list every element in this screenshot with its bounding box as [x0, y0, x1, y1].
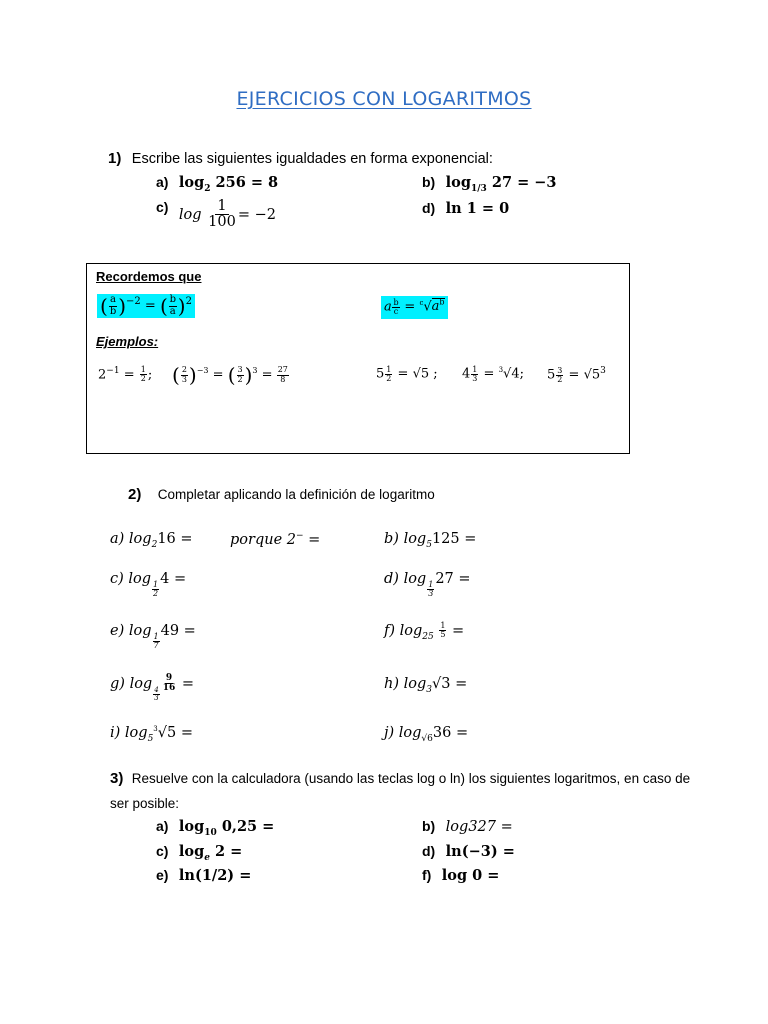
- q1-item-c: [156, 199, 276, 230]
- question-text-continued: ser posible:: [110, 796, 180, 811]
- question-text: Resuelve con la calculadora (usando las teclas log o ln) los siguientes logaritmos, en caso de: [131, 771, 691, 786]
- item-label: a): [156, 174, 169, 190]
- item-label: d): [422, 200, 436, 216]
- example-5: 5 $\frac{3}{2}$ = $√5^3$: [547, 366, 606, 385]
- examples-heading: Ejemplos:: [96, 334, 159, 349]
- q3-item-b: b) log327 =: [422, 818, 513, 835]
- question-number: 2): [128, 486, 142, 503]
- rule-fractional-exponent: a $\frac{b}{c}$ = $^c√a^b$: [381, 296, 448, 319]
- expression: ln 1 = 0: [445, 200, 510, 217]
- question-number: 1): [108, 150, 122, 167]
- reminder-box: [86, 263, 630, 454]
- q3-item-f: f) log 0 =: [422, 867, 500, 884]
- q3-item-a: a) $\log_{10} 0,25$ =: [156, 818, 275, 838]
- q2-item-h: h) $\log_3√3$ =: [384, 676, 468, 695]
- expression: log $\frac{1}{100}$ = −2: [178, 198, 276, 231]
- question-text: Escribe las siguientes igualdades en forma exponencial:: [131, 151, 493, 167]
- example-2: ( $\frac{2}{3}$ )$^{-3}$ = ( $\frac{3}{2}$ )$^3$ = $\frac{27}{8}$: [172, 363, 288, 387]
- question-text: Completar aplicando la definición de logaritmo: [157, 487, 435, 502]
- q3-item-c: c) $\log_e 2$ =: [156, 843, 243, 863]
- expression: $\log_2 256 = 8$: [178, 174, 279, 194]
- q1-item-d: [422, 200, 509, 218]
- example-1: $2^{-1}$ = $\frac{1}{2}$ ;: [98, 365, 153, 384]
- q2-item-d: d) log $\frac{1}{3}$ 27 =: [384, 571, 471, 599]
- reminder-heading: Recordemos que: [96, 269, 202, 284]
- question-1: [108, 150, 493, 168]
- q2-item-f: f) $\log_{25}$ $\frac{1}{5}$ =: [384, 621, 465, 642]
- q3-item-d: d) ln(−3) =: [422, 843, 515, 860]
- q2-item-c: c) log $\frac{1}{2}$ 4 =: [110, 571, 187, 599]
- question-3: [110, 770, 690, 788]
- example-4: 4 $\frac{1}{3}$ = $^3$√4;: [462, 365, 524, 384]
- q2-item-b: b) $\log_5125$ =: [384, 531, 477, 550]
- question-number: 3): [110, 770, 124, 787]
- q2-item-e: e) log $\frac{1}{7}$ 49 =: [110, 623, 196, 651]
- item-label: b): [422, 174, 436, 190]
- expression: $\log_{1/3} 27 = -3$: [445, 174, 557, 194]
- question-2: [128, 486, 435, 504]
- q2-item-j: j) $\log_{√6}36$ =: [384, 725, 469, 744]
- q2-item-a-porque: porque 2− =: [230, 531, 321, 548]
- q1-item-b: [422, 174, 557, 194]
- q2-item-i: i) $\log_5^3√5$ =: [110, 725, 193, 744]
- q3-item-e: e) ln(1/2) =: [156, 867, 252, 884]
- q2-item-g: g) log $\frac{4}{3}$ $\frac{9}{16}$ =: [110, 673, 194, 703]
- page-title: EJERCICIOS CON LOGARITMOS: [236, 88, 532, 110]
- example-3: 5 $\frac{1}{2}$ = √5 ;: [376, 365, 438, 384]
- rule-negative-exponent: ( $\frac{a}{b}$ )$^{-2}$ = ( $\frac{b}{a}$ )$^2$: [97, 294, 195, 318]
- q1-item-a: [156, 174, 278, 194]
- item-label: c): [156, 199, 169, 215]
- q2-item-a: a) $\log_216$ =: [110, 531, 193, 550]
